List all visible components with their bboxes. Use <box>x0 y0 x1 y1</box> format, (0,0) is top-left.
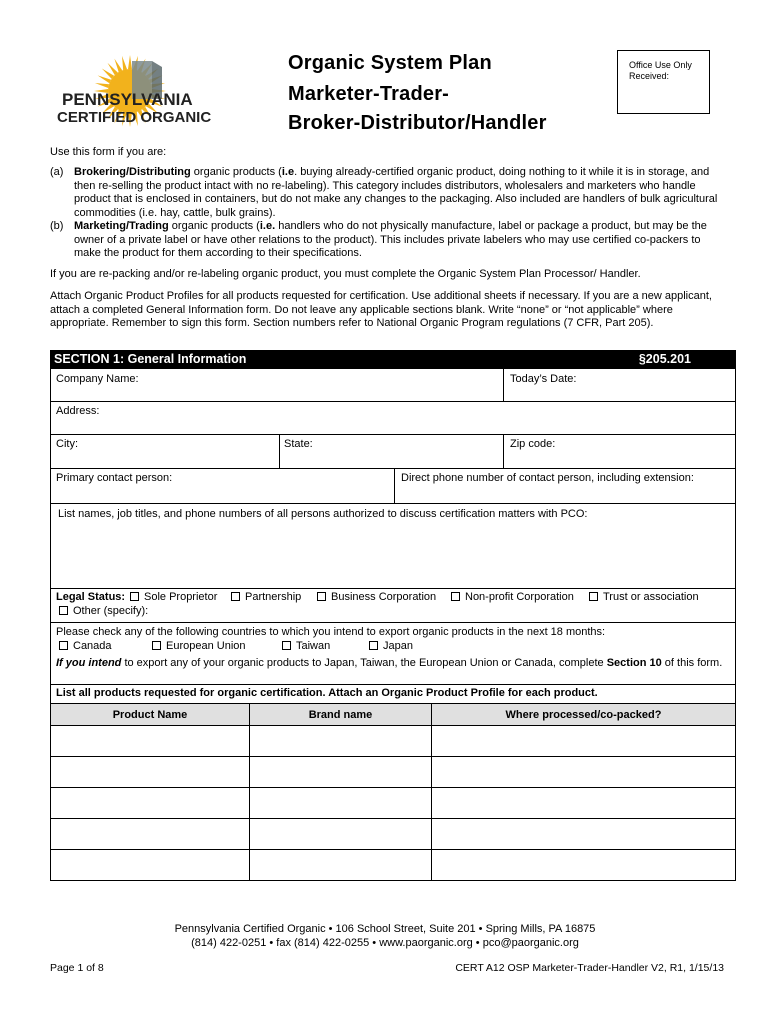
address-field[interactable] <box>50 402 736 435</box>
checkbox-icon[interactable] <box>369 641 378 650</box>
where-processed-cell[interactable] <box>432 726 736 757</box>
checkbox-icon[interactable] <box>282 641 291 650</box>
product-name-cell[interactable] <box>51 757 250 788</box>
direct-phone-label: Direct phone number of contact person, including extension: <box>401 472 694 484</box>
divider <box>279 435 280 469</box>
brand-name-cell[interactable] <box>250 788 432 819</box>
checkbox-icon[interactable] <box>231 592 240 601</box>
company-row <box>50 369 736 402</box>
checkbox-icon[interactable] <box>59 606 68 615</box>
company-name-label: Company Name: <box>56 373 139 385</box>
country-japan[interactable]: Japan <box>369 640 413 652</box>
products-table <box>50 703 736 881</box>
divider <box>503 435 504 469</box>
where-processed-cell[interactable] <box>432 788 736 819</box>
list-products-instruction: List all products requested for organic certification. Attach an Organic Product Profile for each product. <box>50 685 736 704</box>
page-number: Page 1 of 8 <box>50 962 104 974</box>
product-name-cell[interactable] <box>51 850 250 881</box>
state-label: State: <box>284 438 313 450</box>
zip-label: Zip code: <box>510 438 556 450</box>
brand-name-cell[interactable] <box>250 850 432 881</box>
logo-line1: PENNSYLVANIA <box>62 90 193 109</box>
table-header-row <box>51 704 736 726</box>
item-a-text: Brokering/Distributing organic products (i.e. buying already-certified organic product, doing nothing to it while it is in storage, and then re-selling the product intact with no re-labeling). This category includes distributors, wholesalers and marketers who handle product that is enclosed in containers, but do not make any changes to the packaging. Also included are handlers of bulk agricultural commodities (i.e. hay, cattle, bulk grains). <box>74 166 718 219</box>
section1-reg: §205.201 <box>638 352 691 366</box>
city-label: City: <box>56 438 78 450</box>
todays-date-label: Today’s Date: <box>510 373 577 385</box>
sunburst-icon <box>55 55 220 145</box>
brand-name-cell[interactable] <box>250 757 432 788</box>
intro-lead: Use this form if you are: <box>50 146 167 158</box>
col-where-processed: Where processed/co-packed? <box>432 704 736 726</box>
intro-item-b <box>50 220 718 260</box>
col-product-name: Product Name <box>51 704 250 726</box>
checkbox-icon[interactable] <box>152 641 161 650</box>
title-line3: Broker-Distributor/Handler <box>288 112 547 134</box>
pco-logo <box>55 55 220 145</box>
authorized-label: List names, job titles, and phone numbers of all persons authorized to discuss certification matters with PCO: <box>58 508 588 520</box>
footer-contact: (814) 422-0251 • fax (814) 422-0255 • www.paorganic.org • pco@paorganic.org <box>191 937 579 949</box>
checkbox-icon[interactable] <box>317 592 326 601</box>
primary-contact-label: Primary contact person: <box>56 472 173 484</box>
checkbox-icon[interactable] <box>589 592 598 601</box>
section1-title: SECTION 1: General Information <box>54 352 247 366</box>
title-line1: Organic System Plan <box>288 52 492 74</box>
logo-line2: CERTIFIED ORGANIC <box>57 109 212 126</box>
product-name-cell[interactable] <box>51 819 250 850</box>
legal-other[interactable]: Other (specify): <box>59 605 148 617</box>
legal-sole-proprietor[interactable]: Sole Proprietor <box>130 591 217 603</box>
product-name-cell[interactable] <box>51 726 250 757</box>
section1-header <box>50 350 736 369</box>
intro-attach: Attach Organic Product Profiles for all products requested for certification. Use additional sheets if necessary. If you are a new applicant, attach a completed General Information form. Do not leave any applicable sections blank. Write “none” or “not applicable” where appropriate. Remember to sign this form. Section numbers refer to National Organic Program regulations (7 CFR, Part 205). <box>50 290 712 329</box>
where-processed-cell[interactable] <box>432 819 736 850</box>
doc-id: CERT A12 OSP Marketer-Trader-Handler V2, R1, 1/15/13 <box>455 962 724 974</box>
office-use-box <box>617 50 710 114</box>
footer-address: Pennsylvania Certified Organic • 106 School Street, Suite 201 • Spring Mills, PA 16875 <box>174 923 596 935</box>
checkbox-icon[interactable] <box>451 592 460 601</box>
received-label: Received: <box>629 71 670 81</box>
table-row <box>51 850 736 881</box>
legal-nonprofit-corporation[interactable]: Non-profit Corporation <box>451 591 574 603</box>
intro-item-a <box>50 166 718 220</box>
brand-name-cell[interactable] <box>250 819 432 850</box>
where-processed-cell[interactable] <box>432 850 736 881</box>
table-row <box>51 726 736 757</box>
item-a-label: (a) <box>50 166 64 178</box>
table-row <box>51 788 736 819</box>
product-name-cell[interactable] <box>51 788 250 819</box>
where-processed-cell[interactable] <box>432 757 736 788</box>
legal-partnership[interactable]: Partnership <box>231 591 301 603</box>
item-b-label: (b) <box>50 220 64 232</box>
title-line2: Marketer-Trader- <box>288 83 450 105</box>
intro-repack: If you are re-packing and/or re-labeling organic product, you must complete the Organic System Plan Processor/ Handler. <box>50 268 641 280</box>
legal-business-corporation[interactable]: Business Corporation <box>317 591 436 603</box>
item-b-text: Marketing/Trading organic products (i.e. handlers who do not physically manufacture, label or package a product, but may be the owner of a private label or have other relations to the product). This includes private labelers who may use certified co-packers to make the product for them according to their specifications. <box>74 220 707 259</box>
checkbox-icon[interactable] <box>59 641 68 650</box>
legal-trust[interactable]: Trust or association <box>589 591 699 603</box>
table-row <box>51 819 736 850</box>
col-brand-name: Brand name <box>250 704 432 726</box>
export-note: If you intend to export any of your organic products to Japan, Taiwan, the European Union or Canada, complete Section 10 of this form. <box>56 657 723 669</box>
country-eu[interactable]: European Union <box>152 640 246 652</box>
divider <box>394 469 395 504</box>
office-use-label: Office Use Only <box>629 60 692 70</box>
brand-name-cell[interactable] <box>250 726 432 757</box>
country-canada[interactable]: Canada <box>59 640 112 652</box>
divider <box>503 369 504 402</box>
legal-status-label: Legal Status: <box>56 591 126 603</box>
address-label: Address: <box>56 405 100 417</box>
country-taiwan[interactable]: Taiwan <box>282 640 330 652</box>
checkbox-icon[interactable] <box>130 592 139 601</box>
table-row <box>51 757 736 788</box>
export-question: Please check any of the following countries to which you intend to export organic products in the next 18 months: <box>56 626 606 638</box>
city-state-zip-row <box>50 435 736 469</box>
